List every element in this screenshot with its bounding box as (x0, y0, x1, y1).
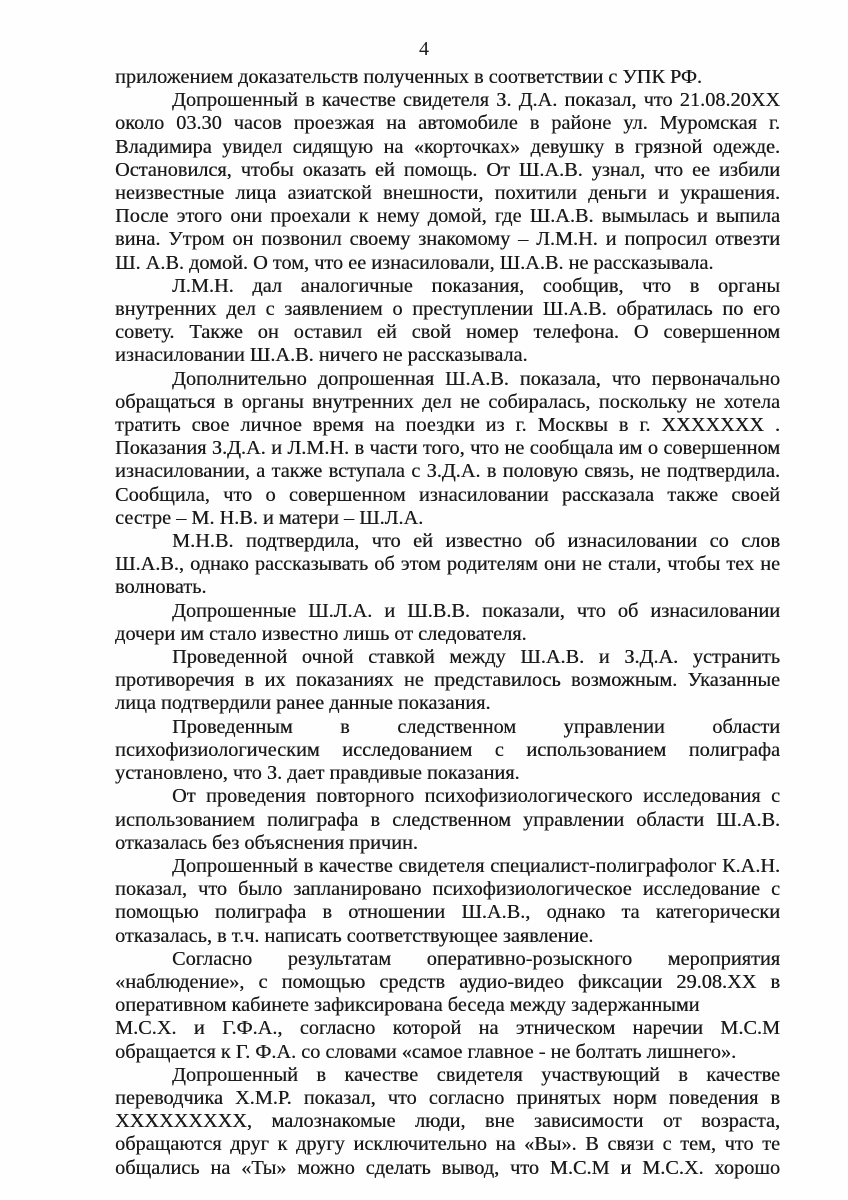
paragraph: М.Н.В. подтвердила, что ей известно об изнасиловании со слов Ш.А.В., однако рассказывать об этом родителям они не стали, чтобы тех не волновать. (115, 530, 780, 599)
paragraph: От проведения повторного психофизиологического исследования с использованием полиграфа в следственном управлении области Ш.А.В. отказалась без объяснения причин. (115, 785, 780, 854)
paragraph: Допрошенный в качестве свидетеля участвующий в качестве переводчика Х.М.Р. показал, что согласно принятых норм поведения в ХХХХХХХХХ, малознакомые люди, вне зависимости от возраста, обращаются друг к другу исключительно на «Вы». В связи с тем, что те общались на «Ты» можно сделать вывод, что М.С.М и М.С.Х. хорошо (115, 1063, 780, 1179)
paragraph: М.С.Х. и Г.Ф.А., согласно которой на этническом наречии М.С.М обращается к Г. Ф.А. со словами «самое главное - не болтать лишнего». (115, 1017, 780, 1063)
paragraph: Согласно результатам оперативно-розыскного мероприятия «наблюдение», с помощью средств аудио-видео фиксации 29.08.ХХ в оперативном кабинете зафиксирована беседа между задержанными (115, 947, 780, 1017)
paragraph: приложением доказательств полученных в соответствии с УПК РФ. (115, 66, 702, 88)
paragraph: Допрошенные Ш.Л.А. и Ш.В.В. показали, что об изнасиловании дочери им стало известно лишь от следователя. (115, 599, 780, 645)
paragraph: Допрошенный в качестве свидетеля специалист-полиграфолог К.А.Н. показал, что было запланировано психофизиологическое исследование с помощью полиграфа в отношении Ш.А.В., однако та категорически отказалась, в т.ч. написать соответствующее заявление. (115, 854, 780, 947)
paragraph: Л.М.Н. дал аналогичные показания, сообщив, что в органы внутренних дел с заявлением о преступлении Ш.А.В. обратилась по его совету. Также он оставил ей свой номер телефона. О совершенном изнасиловании Ш.А.В. ничего не рассказывала. (115, 274, 780, 367)
paragraph: Проведенной очной ставкой между Ш.А.В. и З.Д.А. устранить противоречия в их показаниях не представилось возможным. Указанные лица подтвердили ранее данные показания. (115, 646, 780, 715)
paragraph: Дополнительно допрошенная Ш.А.В. показала, что первоначально обращаться в органы внутренних дел не собиралась, поскольку не хотела тратить свое личное время на поездки из г. Москвы в г. ХХХХХХХ . Показания З.Д.А. и Л.М.Н. в части того, что не сообщала им о совершенном изнасиловании, а также вступала с З.Д.А. в половую связь, не подтвердила. Сообщила, что о совершенном изнасиловании рассказала также своей сестре – М. Н.В. и матери – Ш.Л.А. (115, 367, 780, 529)
paragraph: Допрошенный в качестве свидетеля З. Д.А. показал, что 21.08.20ХХ около 03.30 часов проезжая на автомобиле в районе ул. Муромская г. Владимира увидел сидящую на «корточках» девушку в грязной одежде. Остановился, чтобы оказать ей помощь. От Ш.А.В. узнал, что ее избили неизвестные лица азиатской внешности, похитили деньги и украшения. После этого они проехали к нему домой, где Ш.А.В. вымылась и выпила вина. Утром он позвонил своему знакомому – Л.М.Н. и попросил отвезти Ш. А.В. домой. О том, что ее изнасиловали, Ш.А.В. не рассказывала. (115, 89, 780, 274)
page-number: 4 (419, 38, 429, 60)
paragraph: Проведенным в следственном управлении области психофизиологическим исследованием с использованием полиграфа установлено, что З. дает правдивые показания. (115, 715, 780, 785)
document-body (115, 66, 780, 1180)
